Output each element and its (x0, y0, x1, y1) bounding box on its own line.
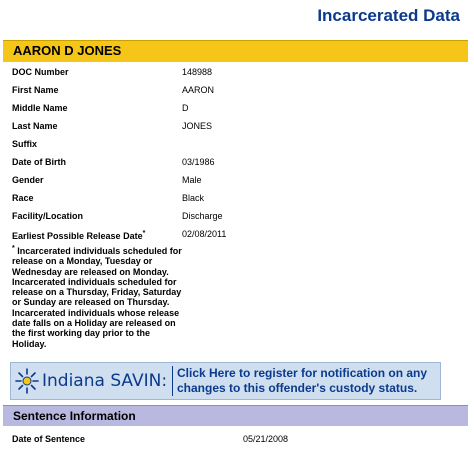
release-date-label (12, 230, 145, 241)
savin-divider (172, 366, 173, 396)
facility-location-value: Discharge (182, 211, 223, 221)
savin-banner[interactable] (10, 362, 441, 400)
date-of-birth-value: 03/1986 (182, 157, 215, 167)
race-label: Race (12, 193, 34, 203)
offender-name: AARON D JONES (13, 43, 122, 58)
last-name-label: Last Name (12, 121, 58, 131)
race-value: Black (182, 193, 205, 203)
date-of-sentence-value: 05/21/2008 (243, 434, 289, 444)
savin-register-link[interactable]: Click Here to register for notification on any changes to this offender's custody status. (177, 366, 428, 395)
release-footnote (12, 244, 182, 349)
offender-name-bar (3, 40, 468, 62)
doc-number-label: DOC Number (12, 67, 69, 77)
middle-name-label: Middle Name (12, 103, 68, 113)
savin-name: Indiana SAVIN: (42, 371, 168, 391)
savin-logo-icon (15, 368, 39, 394)
release-footnote-marker: * (12, 245, 15, 252)
last-name-value: JONES (182, 121, 213, 131)
suffix-label: Suffix (12, 139, 38, 149)
first-name-value: AARON (182, 85, 215, 95)
page-title: Incarcerated Data (317, 6, 460, 25)
release-date-footnote-marker: * (142, 230, 146, 237)
gender-value: Male (182, 175, 202, 185)
release-date-value: 02/08/2011 (182, 229, 227, 239)
sentence-section-title: Sentence Information (13, 409, 136, 423)
facility-location-label: Facility/Location (12, 211, 84, 221)
middle-name-value: D (182, 103, 189, 113)
release-footnote-text: Incarcerated individuals scheduled for release on a Monday, Tuesday or Wednesday are released on Monday. Incarcerated individuals scheduled for release on a Thursday, Friday, Saturday or Sunday are released on Thursday. Incarcerated individuals whose release date falls on a Holiday are released on the first working day prior to the Holiday. (12, 246, 182, 349)
date-of-sentence-label: Date of Sentence (12, 434, 86, 444)
sentence-section-bar (3, 405, 468, 426)
first-name-label: First Name (12, 85, 59, 95)
doc-number-value: 148988 (182, 67, 213, 77)
gender-label: Gender (12, 175, 44, 185)
release-date-label-text: Earliest Possible Release Date (12, 231, 143, 241)
date-of-birth-label: Date of Birth (12, 157, 66, 167)
